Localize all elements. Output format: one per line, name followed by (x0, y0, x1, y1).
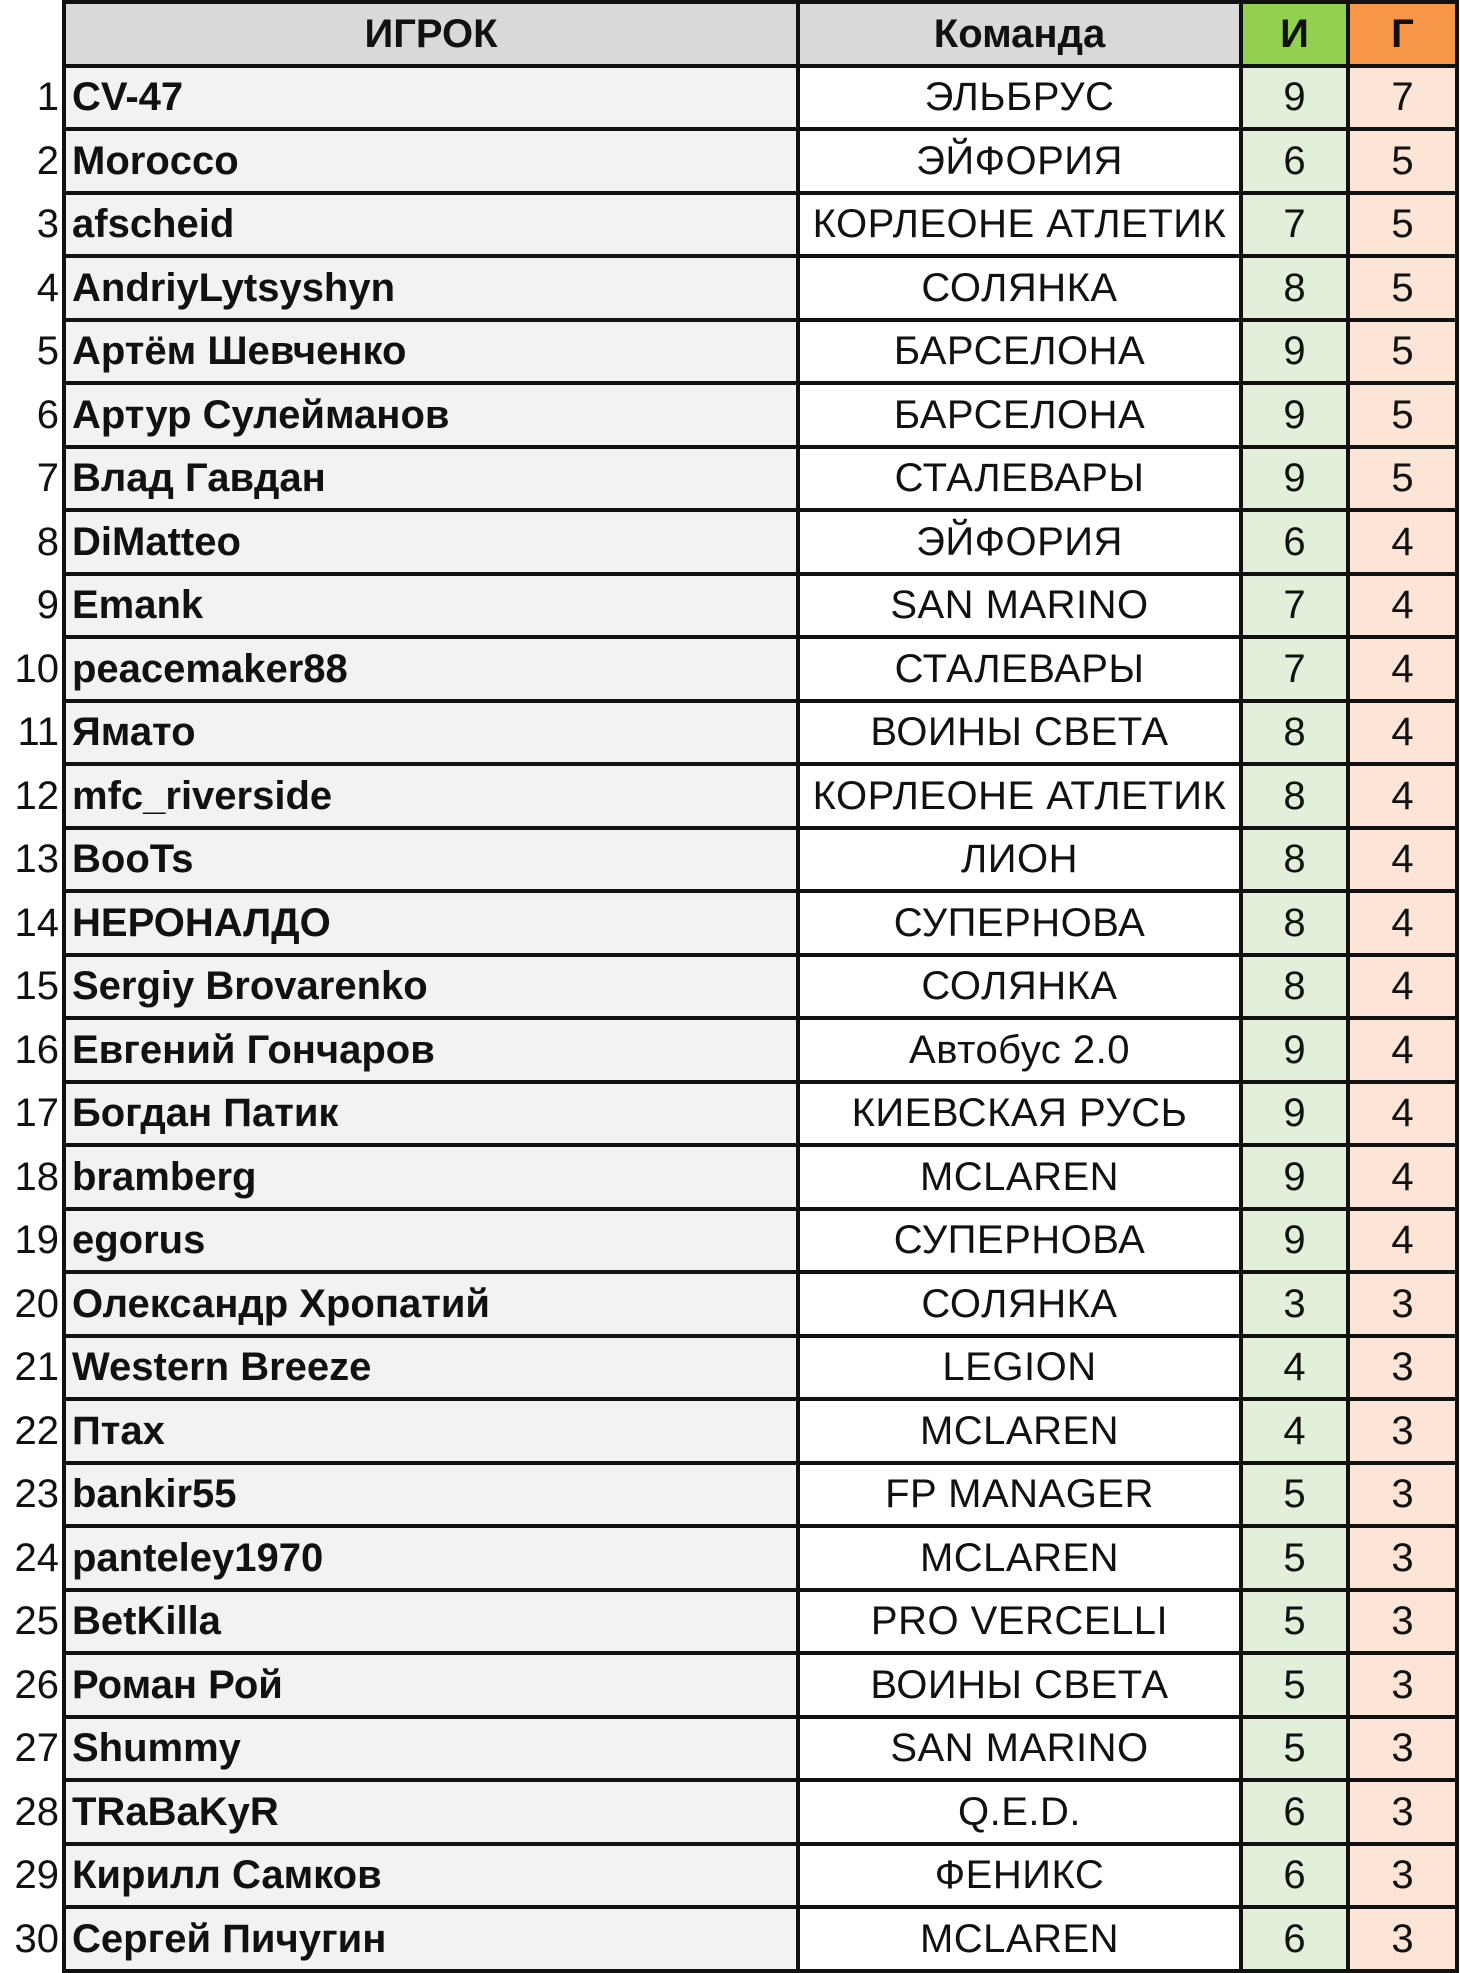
row-number: 16 (0, 1018, 64, 1082)
player-name-cell: CV-47 (64, 66, 798, 130)
goals-cell: 3 (1348, 1844, 1457, 1908)
goals-cell: 5 (1348, 129, 1457, 193)
row-number: 18 (0, 1145, 64, 1209)
row-number: 5 (0, 320, 64, 384)
table-row (0, 256, 1457, 320)
row-number: 22 (0, 1399, 64, 1463)
player-name-cell: BetKilla (64, 1590, 798, 1654)
games-cell: 7 (1241, 637, 1348, 701)
table-row (0, 320, 1457, 384)
row-number: 24 (0, 1526, 64, 1590)
row-number: 30 (0, 1907, 64, 1971)
games-cell: 8 (1241, 828, 1348, 892)
games-cell: 7 (1241, 193, 1348, 257)
team-name-cell: ВОИНЫ СВЕТА (798, 1653, 1241, 1717)
player-name-cell: Ямато (64, 701, 798, 765)
team-name-cell: СУПЕРНОВА (798, 1209, 1241, 1273)
games-cell: 9 (1241, 1082, 1348, 1146)
player-name-cell: Влад Гавдан (64, 447, 798, 511)
player-name-cell: Shummy (64, 1717, 798, 1781)
goals-cell: 3 (1348, 1463, 1457, 1527)
player-name-cell: Сергей Пичугин (64, 1907, 798, 1971)
games-cell: 9 (1241, 1209, 1348, 1273)
table-row (0, 510, 1457, 574)
table-row (0, 66, 1457, 130)
row-number: 17 (0, 1082, 64, 1146)
player-name-cell: BooTs (64, 828, 798, 892)
team-name-cell: FP MANAGER (798, 1463, 1241, 1527)
player-name-cell: mfc_riverside (64, 764, 798, 828)
goals-cell: 5 (1348, 447, 1457, 511)
table-row (0, 1590, 1457, 1654)
goals-cell: 4 (1348, 1145, 1457, 1209)
team-name-cell: Q.E.D. (798, 1780, 1241, 1844)
games-cell: 9 (1241, 1145, 1348, 1209)
games-cell: 8 (1241, 891, 1348, 955)
games-cell: 5 (1241, 1463, 1348, 1527)
team-name-cell: MCLAREN (798, 1907, 1241, 1971)
team-name-cell: MCLAREN (798, 1145, 1241, 1209)
games-cell: 6 (1241, 129, 1348, 193)
goals-cell: 3 (1348, 1272, 1457, 1336)
goals-cell: 4 (1348, 510, 1457, 574)
team-name-cell: Автобус 2.0 (798, 1018, 1241, 1082)
team-name-cell: ЭЙФОРИЯ (798, 510, 1241, 574)
player-name-cell: TRaBaKyR (64, 1780, 798, 1844)
row-number: 3 (0, 193, 64, 257)
player-name-cell: Артём Шевченко (64, 320, 798, 384)
team-name-cell: ЛИОН (798, 828, 1241, 892)
row-number: 14 (0, 891, 64, 955)
games-cell: 5 (1241, 1526, 1348, 1590)
table-row (0, 891, 1457, 955)
player-name-cell: bramberg (64, 1145, 798, 1209)
table-row (0, 637, 1457, 701)
player-name-cell: Western Breeze (64, 1336, 798, 1400)
goals-cell: 3 (1348, 1780, 1457, 1844)
row-number: 12 (0, 764, 64, 828)
team-name-cell: ЭЙФОРИЯ (798, 129, 1241, 193)
table-row (0, 1336, 1457, 1400)
row-number: 8 (0, 510, 64, 574)
team-name-cell: MCLAREN (798, 1399, 1241, 1463)
row-number: 28 (0, 1780, 64, 1844)
player-column-header: ИГРОК (64, 2, 798, 66)
team-name-cell: СОЛЯНКА (798, 256, 1241, 320)
games-cell: 8 (1241, 256, 1348, 320)
table-row (0, 1463, 1457, 1527)
goals-cell: 4 (1348, 1082, 1457, 1146)
games-cell: 8 (1241, 764, 1348, 828)
row-number: 23 (0, 1463, 64, 1527)
team-name-cell: СУПЕРНОВА (798, 891, 1241, 955)
table-row (0, 1145, 1457, 1209)
goals-cell: 7 (1348, 66, 1457, 130)
table-row (0, 1844, 1457, 1908)
games-column-header: И (1241, 2, 1348, 66)
games-cell: 4 (1241, 1399, 1348, 1463)
table-row (0, 1272, 1457, 1336)
player-name-cell: Евгений Гончаров (64, 1018, 798, 1082)
player-name-cell: Emank (64, 574, 798, 638)
goals-cell: 3 (1348, 1653, 1457, 1717)
team-name-cell: MCLAREN (798, 1526, 1241, 1590)
row-number: 29 (0, 1844, 64, 1908)
goals-cell: 5 (1348, 193, 1457, 257)
goals-cell: 5 (1348, 320, 1457, 384)
games-cell: 9 (1241, 320, 1348, 384)
player-name-cell: DiMatteo (64, 510, 798, 574)
player-name-cell: Morocco (64, 129, 798, 193)
player-name-cell: AndriyLytsyshyn (64, 256, 798, 320)
row-number: 4 (0, 256, 64, 320)
team-name-cell: СОЛЯНКА (798, 1272, 1241, 1336)
team-name-cell: БАРСЕЛОНА (798, 320, 1241, 384)
games-cell: 3 (1241, 1272, 1348, 1336)
games-cell: 6 (1241, 1844, 1348, 1908)
games-cell: 6 (1241, 1907, 1348, 1971)
player-name-cell: Олександр Хропатий (64, 1272, 798, 1336)
team-name-cell: СОЛЯНКА (798, 955, 1241, 1019)
goals-cell: 3 (1348, 1907, 1457, 1971)
row-number-header (0, 2, 64, 66)
games-cell: 6 (1241, 510, 1348, 574)
team-name-cell: ФЕНИКС (798, 1844, 1241, 1908)
games-cell: 9 (1241, 1018, 1348, 1082)
games-cell: 6 (1241, 1780, 1348, 1844)
row-number: 9 (0, 574, 64, 638)
goals-cell: 4 (1348, 1018, 1457, 1082)
goals-cell: 4 (1348, 701, 1457, 765)
row-number: 7 (0, 447, 64, 511)
team-name-cell: КОРЛЕОНЕ АТЛЕТИК (798, 764, 1241, 828)
table-row (0, 1209, 1457, 1273)
row-number: 1 (0, 66, 64, 130)
player-name-cell: Артур Сулейманов (64, 383, 798, 447)
goals-cell: 5 (1348, 383, 1457, 447)
games-cell: 7 (1241, 574, 1348, 638)
player-name-cell: panteley1970 (64, 1526, 798, 1590)
row-number: 2 (0, 129, 64, 193)
team-name-cell: PRO VERCELLI (798, 1590, 1241, 1654)
table-row (0, 1018, 1457, 1082)
table-row (0, 574, 1457, 638)
table-row (0, 1907, 1457, 1971)
player-name-cell: Птах (64, 1399, 798, 1463)
goals-cell: 4 (1348, 764, 1457, 828)
table-row (0, 1082, 1457, 1146)
team-name-cell: SAN MARINO (798, 574, 1241, 638)
table-row (0, 764, 1457, 828)
row-number: 6 (0, 383, 64, 447)
games-cell: 8 (1241, 701, 1348, 765)
player-name-cell: Богдан Патик (64, 1082, 798, 1146)
goals-cell: 5 (1348, 256, 1457, 320)
row-number: 21 (0, 1336, 64, 1400)
team-name-cell: СТАЛЕВАРЫ (798, 447, 1241, 511)
player-name-cell: bankir55 (64, 1463, 798, 1527)
games-cell: 5 (1241, 1590, 1348, 1654)
row-number: 15 (0, 955, 64, 1019)
goals-cell: 4 (1348, 1209, 1457, 1273)
games-cell: 9 (1241, 383, 1348, 447)
games-cell: 5 (1241, 1653, 1348, 1717)
goals-cell: 4 (1348, 637, 1457, 701)
team-name-cell: ЭЛЬБРУС (798, 66, 1241, 130)
player-name-cell: afscheid (64, 193, 798, 257)
row-number: 25 (0, 1590, 64, 1654)
row-number: 26 (0, 1653, 64, 1717)
player-name-cell: Кирилл Самков (64, 1844, 798, 1908)
player-name-cell: peacemaker88 (64, 637, 798, 701)
games-cell: 9 (1241, 66, 1348, 130)
games-cell: 9 (1241, 447, 1348, 511)
row-number: 10 (0, 637, 64, 701)
player-name-cell: egorus (64, 1209, 798, 1273)
goals-cell: 3 (1348, 1717, 1457, 1781)
table-row (0, 193, 1457, 257)
goals-cell: 3 (1348, 1526, 1457, 1590)
row-number: 13 (0, 828, 64, 892)
goals-cell: 3 (1348, 1590, 1457, 1654)
table-row (0, 1780, 1457, 1844)
player-name-cell: Роман Рой (64, 1653, 798, 1717)
table-row (0, 1653, 1457, 1717)
row-number: 20 (0, 1272, 64, 1336)
table-row (0, 1717, 1457, 1781)
goals-cell: 4 (1348, 828, 1457, 892)
team-name-cell: ВОИНЫ СВЕТА (798, 701, 1241, 765)
table-row (0, 955, 1457, 1019)
row-number: 19 (0, 1209, 64, 1273)
team-column-header: Команда (798, 2, 1241, 66)
goals-cell: 3 (1348, 1336, 1457, 1400)
team-name-cell: СТАЛЕВАРЫ (798, 637, 1241, 701)
goals-cell: 4 (1348, 955, 1457, 1019)
games-cell: 4 (1241, 1336, 1348, 1400)
team-name-cell: SAN MARINO (798, 1717, 1241, 1781)
table-row (0, 383, 1457, 447)
player-name-cell: Sergiy Brovarenko (64, 955, 798, 1019)
row-number: 11 (0, 701, 64, 765)
games-cell: 5 (1241, 1717, 1348, 1781)
goals-cell: 4 (1348, 891, 1457, 955)
table-row (0, 828, 1457, 892)
team-name-cell: LEGION (798, 1336, 1241, 1400)
team-name-cell: КИЕВСКАЯ РУСЬ (798, 1082, 1241, 1146)
header-row (0, 2, 1457, 66)
goals-cell: 4 (1348, 574, 1457, 638)
team-name-cell: БАРСЕЛОНА (798, 383, 1241, 447)
games-cell: 8 (1241, 955, 1348, 1019)
player-name-cell: НЕРОНАЛДО (64, 891, 798, 955)
table-row (0, 129, 1457, 193)
table-row (0, 1399, 1457, 1463)
goals-cell: 3 (1348, 1399, 1457, 1463)
team-name-cell: КОРЛЕОНЕ АТЛЕТИК (798, 193, 1241, 257)
table-row (0, 1526, 1457, 1590)
table-row (0, 701, 1457, 765)
goals-column-header: Г (1348, 2, 1457, 66)
table-row (0, 447, 1457, 511)
row-number: 27 (0, 1717, 64, 1781)
